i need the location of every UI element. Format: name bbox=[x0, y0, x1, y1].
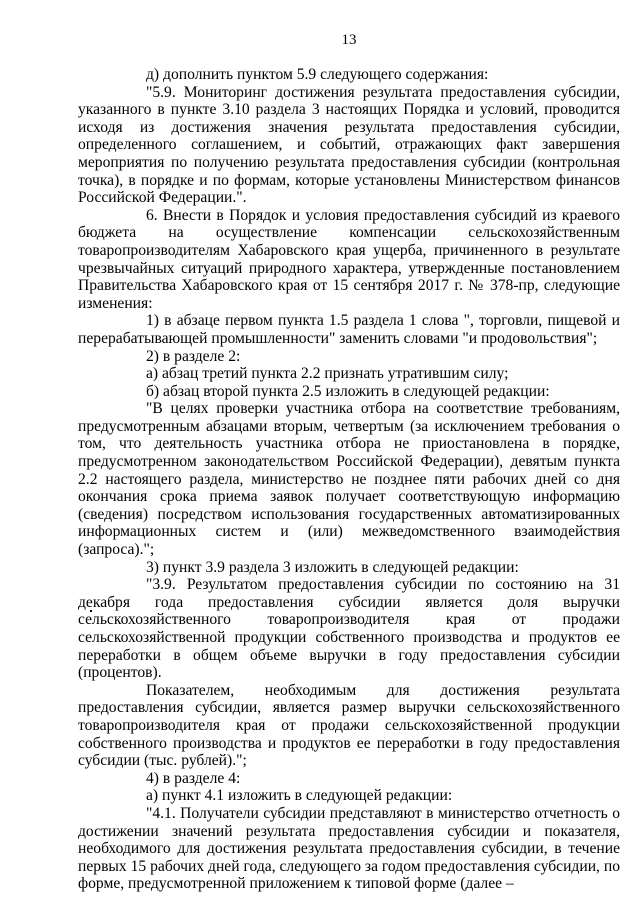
paragraph-indicator: Показателем, необходимым для достижения результата предоставления субсидии, является размер выручки сельскохозяйственного товаропроизводителя края от продажи сельскохозяйственной продукции собственного производства и продуктов ее переработки в году предоставления субсидии (тыс. рублей)."; bbox=[78, 681, 620, 770]
paragraph-2b: б) абзац второй пункта 2.5 изложить в следующей редакции: bbox=[146, 382, 550, 400]
document-page bbox=[78, 32, 620, 893]
paragraph-2: 2) в разделе 2: bbox=[146, 347, 241, 365]
paragraph-2-5-text: "В целях проверки участника отбора на соответствие требованиям, предусмотренным абзацами вторым, четвертым (за исключением требования о том, что деятельность участника отбора не приостановлена в порядке, предусмотренном законодательством Российской Федерации), девятым пункта 2.2 настоящего раздела, министерство не позднее пяти рабочих дней со дня окончания срока приема заявок получает соответствующую информацию (сведения) посредством использования государственных автоматизированных информационных систем и (или) межведомственного взаимодействия (запроса)."; bbox=[78, 400, 620, 559]
paragraph-6: 6. Внести в Порядок и условия предоставления субсидий из краевого бюджета на осуществление компенсации сельскохозяйственным товаропроизводителям Хабаровского края ущерба, причиненного в результате чрезвычайных ситуаций природного характера, утвержденные постановлением Правительства Хабаровского края от 15 сентября 2017 г. № 378-пр, следующие изменения: bbox=[78, 206, 620, 312]
paragraph-5-9: "5.9. Мониторинг достижения результата предоставления субсидии, указанного в пункте 3.10 раздела 3 настоящих Порядка и условий, проводится исходя из достижения значения результата предоставления субсидии, определенного соглашением, и событий, отражающих факт завершения мероприятия по получению результата предоставления субсидии (контрольная точка), в порядке и по формам, которые установлены Министерством финансов Российской Федерации.". bbox=[78, 83, 620, 207]
paragraph-4-1-text: "4.1. Получатели субсидии представляют в министерство отчетность о достижении значений результата предоставления субсидии и показателя, необходимого для достижения результата предоставления субсидии, в течение первых 15 рабочих дней года, следующего за годом предоставления субсидии, по форме, предусмотренной приложением к типовой форме (далее – bbox=[78, 804, 620, 893]
paragraph-2a: а) абзац третий пункта 2.2 признать утратившим силу; bbox=[146, 365, 509, 383]
paragraph-3-9-text: "3.9. Результатом предоставления субсидии по состоянию на 31 декабря года предоставления субсидии является доля выручки сельскохозяйственного товаропроизводителя края от продажи сельскохозяйственной продукции собственного производства и продуктов ее переработки в общем объеме выручки в году предоставления субсидии (процентов). bbox=[78, 576, 620, 682]
paragraph-1: 1) в абзаце первом пункта 1.5 раздела 1 слова ", торговли, пищевой и перерабатывающей промышленности" заменить словами "и продовольствия"; bbox=[78, 312, 620, 347]
page-number: 13 bbox=[341, 32, 357, 48]
paragraph-d: д) дополнить пунктом 5.9 следующего содержания: bbox=[146, 66, 489, 83]
paragraph-4a: а) пункт 4.1 изложить в следующей редакции: bbox=[146, 787, 453, 805]
paragraph-3: 3) пункт 3.9 раздела 3 изложить в следующей редакции: bbox=[146, 558, 519, 576]
paragraph-4: 4) в разделе 4: bbox=[146, 769, 241, 787]
